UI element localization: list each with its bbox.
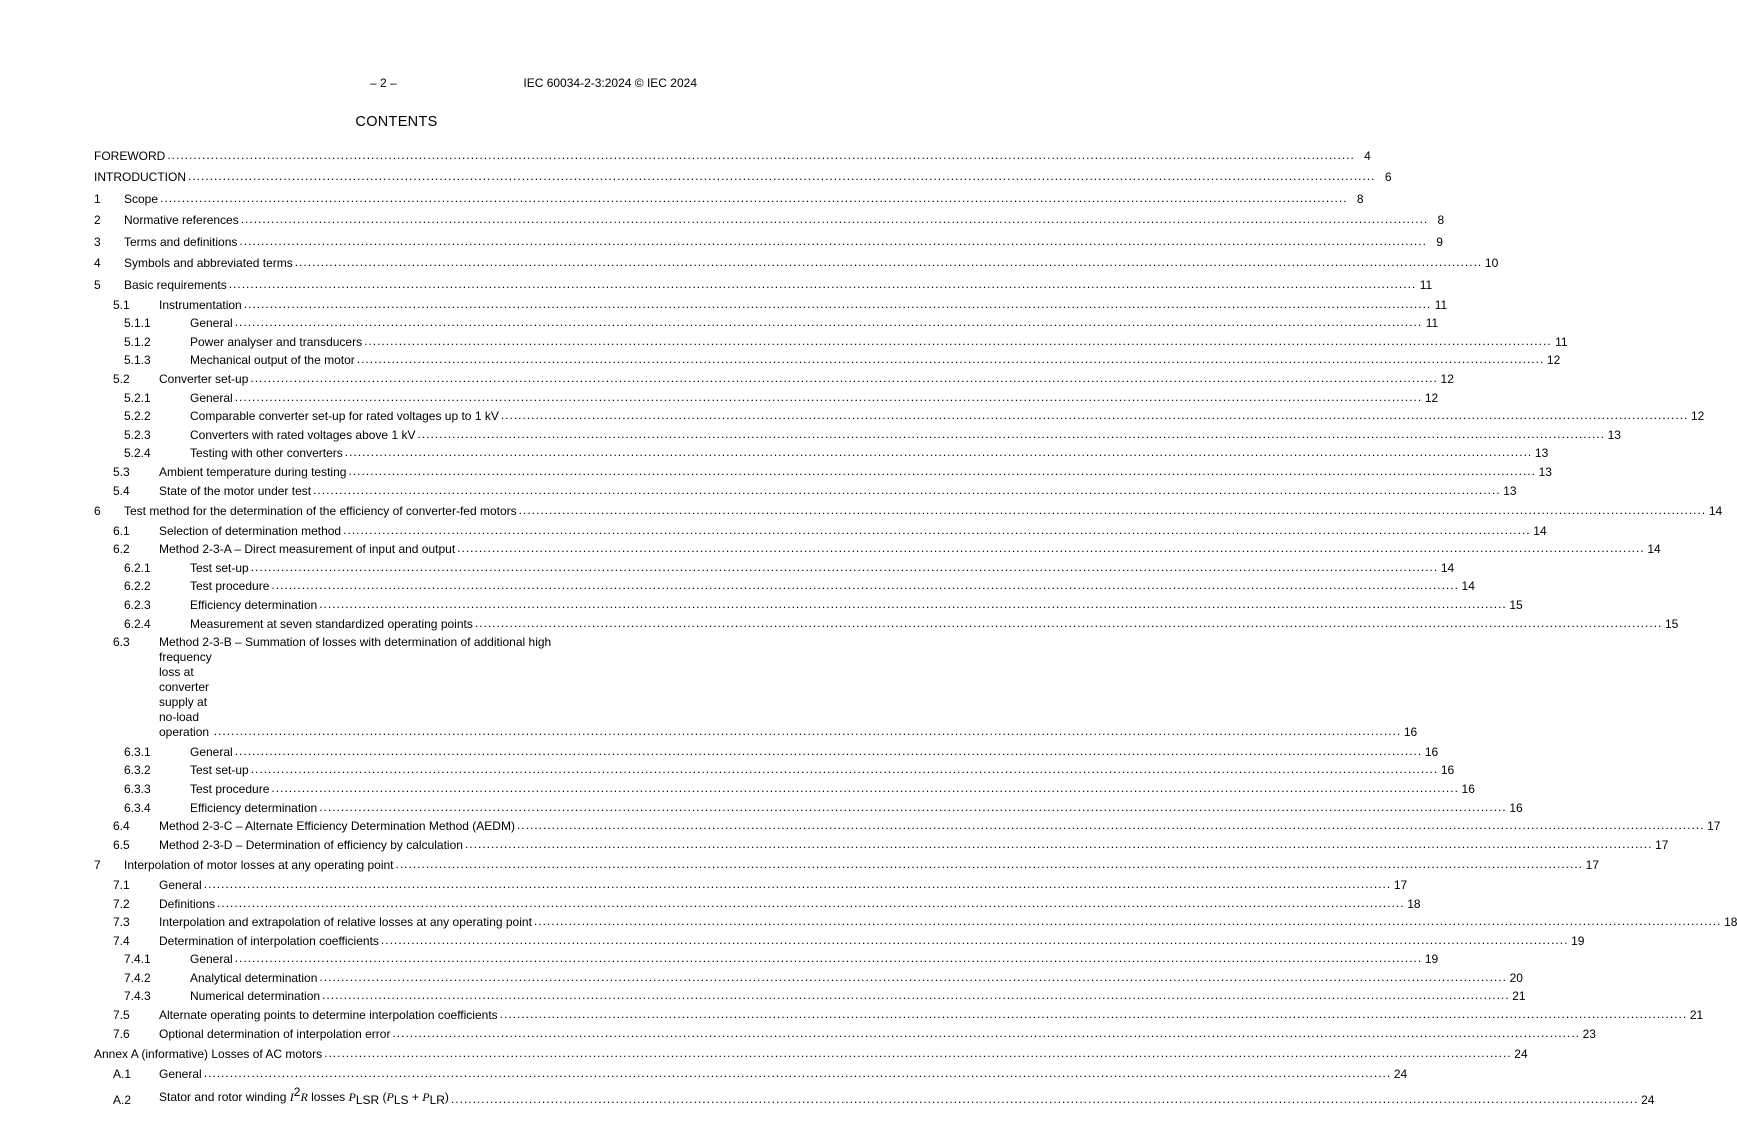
toc-page-number: 17 (1393, 877, 1408, 892)
toc-entry[interactable] (94, 761, 1455, 780)
toc-page-number: 6 (1384, 170, 1392, 185)
toc-entry-label: Annex A (informative) Losses of AC motors (94, 1046, 323, 1061)
toc-entry[interactable] (94, 1043, 1528, 1064)
toc-leader-dots (534, 914, 1722, 928)
toc-entry-number: 6.3 (113, 635, 130, 650)
toc-entry-number: 6.1 (113, 523, 130, 538)
toc-entry-number: 6.4 (113, 819, 130, 834)
toc-page-number: 14 (1708, 503, 1723, 518)
toc-page-number: 11 (1434, 297, 1448, 312)
toc-page-number: 12 (1691, 409, 1705, 424)
toc-page-number: 20 (1509, 970, 1523, 985)
toc-entry-label: Converter set-up (159, 372, 249, 387)
toc-page-number: 16 (1403, 725, 1418, 740)
toc-page-number: 11 (1419, 277, 1433, 292)
toc-entry-number: 6.2.3 (124, 598, 151, 613)
toc-entry-number: 6.2 (113, 542, 130, 557)
toc-entry-label: Interpolation and extrapolation of relative losses at any operating point (159, 915, 532, 930)
toc-entry-a-2[interactable] (94, 1083, 1655, 1110)
toc-entry-label: FOREWORD (94, 148, 166, 163)
toc-entry-number: 7.1 (113, 877, 130, 892)
toc-entry-number: 5.1.2 (124, 334, 151, 349)
table-of-contents (94, 145, 1737, 1110)
toc-entry-label: General (190, 744, 233, 759)
toc-page-number: 13 (1534, 446, 1549, 461)
toc-entry-number: 5.2.2 (124, 409, 151, 424)
toc-entry-label: State of the motor under test (159, 483, 312, 498)
symbol-i: I (289, 1090, 294, 1105)
toc-entry-number: 2 (94, 213, 101, 228)
toc-entry-label: Measurement at seven standardized operating points (190, 616, 473, 631)
toc-entry[interactable] (94, 209, 1445, 230)
symbol-p: P (386, 1090, 394, 1105)
toc-entry[interactable] (94, 836, 1669, 855)
toc-entry-line2 (159, 650, 1417, 740)
toc-leader-dots (457, 541, 1645, 555)
toc-entry-label: Scope (124, 191, 159, 206)
toc-leader-dots (244, 297, 1432, 311)
toc-page-number: 8 (1356, 191, 1364, 206)
toc-leader-dots (465, 837, 1653, 851)
toc-page-number: 14 (1440, 560, 1455, 575)
toc-entry-number: 6.5 (113, 837, 130, 852)
toc-page-number: 21 (1512, 989, 1526, 1004)
toc-page-number: 14 (1461, 579, 1475, 594)
toc-leader-dots (251, 762, 1439, 776)
toc-entry[interactable] (94, 969, 1523, 988)
toc-page-number: 17 (1585, 857, 1600, 872)
toc-page-number: 18 (1724, 915, 1737, 930)
toc-page-number: 12 (1546, 353, 1561, 368)
toc-page-number: 24 (1393, 1066, 1408, 1081)
toc-entry-label: Converters with rated voltages above 1 kV (190, 427, 416, 442)
contents-title: CONTENTS (355, 114, 438, 130)
toc-entry[interactable] (94, 407, 1705, 426)
label-text: Stator and rotor winding (159, 1090, 290, 1105)
document-identifier: IEC 60034-2-3:2024 © IEC 2024 (523, 76, 697, 90)
toc-leader-dots (250, 371, 1438, 385)
toc-leader-dots (324, 1046, 1512, 1060)
toc-page-number: 4 (1364, 148, 1371, 163)
toc-entry[interactable] (94, 876, 1408, 895)
toc-leader-dots (319, 800, 1507, 814)
toc-entry-number: 5.3 (113, 465, 130, 480)
toc-leader-dots (357, 352, 1545, 366)
toc-leader-dots (500, 1007, 1688, 1021)
toc-entry-label: Test procedure (190, 579, 270, 594)
symbol-p: P (348, 1090, 356, 1105)
toc-entry[interactable] (94, 559, 1455, 578)
toc-leader-dots (204, 1066, 1392, 1080)
toc-entry-number: 7.3 (113, 915, 130, 930)
toc-leader-dots (313, 483, 1501, 497)
toc-entry-label: Power analyser and transducers (190, 334, 363, 349)
toc-entry-6-3[interactable] (94, 633, 1418, 743)
toc-entry-label: Analytical determination (190, 970, 318, 985)
toc-entry-label: Terms and definitions (124, 234, 238, 249)
toc-entry-number: 3 (94, 234, 101, 249)
symbol-p: P (422, 1090, 430, 1105)
toc-entry-label: INTRODUCTION (94, 170, 186, 185)
toc-entry[interactable] (94, 614, 1679, 633)
toc-entry[interactable] (94, 252, 1499, 273)
toc-leader-dots (396, 857, 1584, 871)
toc-page-number: 24 (1641, 1093, 1655, 1108)
toc-entry[interactable] (94, 481, 1517, 500)
toc-page-number: 11 (1555, 334, 1568, 349)
toc-entry-label-line1: Method 2-3-B – Summation of losses with determination of additional high (159, 635, 552, 650)
toc-entry-number: 7.5 (113, 1008, 130, 1023)
toc-leader-dots (160, 191, 1348, 205)
toc-section-b (94, 743, 1737, 1083)
toc-page-number: 16 (1509, 800, 1523, 815)
toc-leader-dots (217, 896, 1405, 910)
toc-entry-label: Normative references (124, 213, 239, 228)
toc-entry[interactable] (94, 370, 1454, 389)
toc-leader-dots (239, 234, 1427, 248)
toc-entry[interactable] (94, 500, 1723, 521)
page-number: – 2 – (370, 76, 397, 90)
toc-leader-dots (229, 277, 1417, 291)
toc-entry-number: 5.4 (113, 483, 130, 498)
toc-leader-dots (319, 597, 1507, 611)
toc-entry-number: 5.1 (113, 297, 130, 312)
toc-entry-number: 6 (94, 503, 101, 518)
toc-entry[interactable] (94, 333, 1568, 352)
toc-entry[interactable] (94, 743, 1439, 762)
toc-entry[interactable] (94, 426, 1621, 445)
open-paren: ( (379, 1090, 387, 1105)
toc-entry-label (159, 1085, 449, 1107)
toc-entry-label: General (190, 316, 233, 331)
toc-entry[interactable] (94, 540, 1661, 559)
toc-leader-dots (204, 877, 1392, 891)
toc-entry[interactable] (94, 1064, 1408, 1083)
toc-entry-number: 5 (94, 277, 101, 292)
toc-page-number: 11 (1425, 316, 1439, 331)
toc-entry-label: Instrumentation (159, 297, 242, 312)
toc-leader-dots (501, 408, 1689, 422)
toc-page-number: 15 (1509, 598, 1523, 613)
toc-page-number: 19 (1571, 933, 1585, 948)
toc-entry[interactable] (94, 798, 1523, 817)
toc-leader-dots (519, 503, 1707, 517)
toc-entry-label: Symbols and abbreviated terms (124, 256, 293, 271)
toc-entry-label: Efficiency determination (190, 598, 318, 613)
toc-entry-label-line2: frequency loss at converter supply at no-load operation (159, 650, 212, 740)
toc-entry[interactable] (94, 351, 1561, 370)
toc-entry[interactable] (94, 931, 1585, 950)
toc-entry-number: 7 (94, 857, 101, 872)
toc-entry-number: 7.4.1 (124, 952, 151, 967)
toc-entry[interactable] (94, 231, 1443, 252)
toc-leader-dots (392, 1026, 1580, 1040)
toc-page-number: 14 (1647, 542, 1661, 557)
symbol-r: R (300, 1090, 308, 1105)
toc-entry-number: 6.2.2 (124, 579, 151, 594)
toc-leader-dots (348, 464, 1536, 478)
toc-entry-number: 7.4 (113, 933, 130, 948)
toc-entry-label: Basic requirements (124, 277, 227, 292)
toc-leader-dots (271, 578, 1459, 592)
toc-entry-label: Method 2-3-A – Direct measurement of input and output (159, 542, 456, 557)
toc-entry-label: Test procedure (190, 782, 270, 797)
toc-entry-number: 7.4.3 (124, 989, 151, 1004)
toc-leader-dots (235, 390, 1423, 404)
subscript-ls: LS (393, 1093, 409, 1108)
toc-entry-number: 5.2 (113, 372, 130, 387)
toc-entry-label: Testing with other converters (190, 446, 343, 461)
toc-entry[interactable] (94, 950, 1439, 969)
superscript-2: 2 (293, 1085, 301, 1100)
toc-entry-number: 5.2.3 (124, 427, 151, 442)
toc-entry-label: Test set-up (190, 560, 249, 575)
toc-entry-label: Interpolation of motor losses at any operating point (124, 857, 394, 872)
toc-entry-label: Test method for the determination of the efficiency of converter-fed motors (124, 503, 517, 518)
toc-entry-label: Optional determination of interpolation error (159, 1026, 391, 1041)
toc-entry[interactable] (94, 521, 1547, 540)
toc-entry-label: General (159, 877, 202, 892)
toc-leader-dots (451, 1092, 1639, 1106)
toc-entry-label: Efficiency determination (190, 800, 318, 815)
toc-entry[interactable] (94, 987, 1526, 1006)
toc-leader-dots (517, 818, 1705, 832)
toc-leader-dots (235, 315, 1423, 329)
toc-entry-number: 6.2.4 (124, 616, 151, 631)
toc-leader-dots (322, 988, 1510, 1002)
toc-entry-number: 6.3.2 (124, 763, 151, 778)
toc-entry[interactable] (94, 444, 1549, 463)
toc-leader-dots (214, 724, 1402, 739)
toc-entry-number: 5.1.3 (124, 353, 151, 368)
toc-entry[interactable] (94, 596, 1523, 615)
toc-page-number: 16 (1461, 782, 1475, 797)
toc-entry-number: A.2 (113, 1093, 132, 1108)
toc-entry-number: 1 (94, 191, 101, 206)
toc-leader-dots (364, 334, 1552, 348)
page-header (0, 76, 793, 92)
toc-entry[interactable] (94, 854, 1600, 875)
toc-entry-label: General (159, 1066, 202, 1081)
toc-entry[interactable] (94, 295, 1448, 314)
toc-page-number: 16 (1424, 744, 1439, 759)
toc-page-number: 12 (1424, 390, 1439, 405)
toc-entry-number: 5.2.4 (124, 446, 151, 461)
plus-sign: + (408, 1090, 423, 1105)
toc-entry-number: 4 (94, 256, 101, 271)
toc-leader-dots (271, 781, 1459, 795)
toc-entry-label: Definitions (159, 896, 216, 911)
toc-leader-dots (319, 970, 1507, 984)
toc-entry[interactable] (94, 780, 1475, 799)
toc-page-number: 24 (1514, 1046, 1528, 1061)
toc-entry[interactable] (94, 274, 1433, 295)
toc-entry-label: Method 2-3-C – Alternate Efficiency Determination Method (AEDM) (159, 819, 515, 834)
toc-page-number: 13 (1607, 427, 1621, 442)
toc-leader-dots (417, 427, 1605, 441)
toc-entry[interactable] (94, 894, 1421, 913)
toc-entry-label: Alternate operating points to determine interpolation coefficients (159, 1008, 498, 1023)
subscript-lsr: LSR (355, 1093, 380, 1108)
toc-leader-dots (235, 951, 1423, 965)
toc-page-number: 18 (1407, 896, 1421, 911)
subscript-lr: LR (429, 1093, 445, 1108)
toc-entry-label: Determination of interpolation coefficients (159, 933, 379, 948)
toc-leader-dots (167, 148, 1355, 162)
toc-section-a (94, 145, 1723, 633)
toc-page-number: 17 (1707, 819, 1721, 834)
toc-entry[interactable] (94, 1024, 1596, 1043)
toc-entry-number: 7.2 (113, 896, 130, 911)
toc-entry[interactable] (94, 463, 1552, 482)
toc-page-number: 14 (1533, 523, 1547, 538)
toc-entry-label: Selection of determination method (159, 523, 342, 538)
toc-page-number: 19 (1424, 952, 1439, 967)
toc-page-number: 12 (1440, 372, 1454, 387)
toc-page-number: 17 (1655, 837, 1669, 852)
toc-page-number: 9 (1436, 234, 1443, 249)
toc-entry[interactable] (94, 314, 1439, 333)
toc-entry-label: Test set-up (190, 763, 249, 778)
toc-leader-dots (381, 933, 1569, 947)
toc-entry-number: 6.3.4 (124, 800, 151, 815)
toc-entry-label: General (190, 952, 233, 967)
toc-leader-dots (475, 616, 1663, 630)
toc-entry-label: General (190, 390, 233, 405)
toc-entry[interactable] (94, 145, 1371, 166)
toc-entry[interactable] (94, 166, 1392, 187)
toc-entry-label: Mechanical output of the motor (190, 353, 355, 368)
toc-entry-body (159, 635, 1417, 740)
toc-entry[interactable] (94, 913, 1737, 932)
toc-leader-dots (343, 523, 1531, 537)
toc-entry-number: 6.2.1 (124, 560, 151, 575)
toc-entry-number: 6.3.3 (124, 782, 151, 797)
toc-entry[interactable] (94, 817, 1721, 836)
toc-page-number: 15 (1665, 616, 1679, 631)
toc-leader-dots (235, 744, 1423, 758)
toc-entry[interactable] (94, 1006, 1704, 1025)
toc-page-number: 10 (1484, 256, 1499, 271)
toc-leader-dots (188, 169, 1376, 183)
toc-page-number: 21 (1689, 1008, 1704, 1023)
toc-entry-label: Method 2-3-D – Determination of efficiency by calculation (159, 837, 463, 852)
toc-entry[interactable] (94, 188, 1364, 209)
label-text-mid: losses (307, 1090, 349, 1105)
toc-entry-number: 7.6 (113, 1026, 130, 1041)
toc-page-number: 16 (1440, 763, 1455, 778)
close-paren: ) (444, 1090, 449, 1105)
toc-entry-number: A.1 (113, 1066, 132, 1081)
toc-entry-number: 5.1.1 (124, 316, 151, 331)
toc-page-number: 13 (1538, 465, 1552, 480)
toc-entry[interactable] (94, 577, 1475, 596)
toc-page-number: 8 (1437, 213, 1445, 228)
toc-entry[interactable] (94, 388, 1439, 407)
toc-leader-dots (251, 560, 1439, 574)
toc-entry-number: 5.2.1 (124, 390, 151, 405)
toc-leader-dots (295, 255, 1483, 269)
toc-entry-label: Numerical determination (190, 989, 321, 1004)
toc-entry-number: 6.3.1 (124, 744, 151, 759)
toc-entry-label: Ambient temperature during testing (159, 465, 347, 480)
toc-entry-label: Comparable converter set-up for rated voltages up to 1 kV (190, 409, 499, 424)
toc-page-number: 13 (1503, 483, 1517, 498)
toc-entry-number: 7.4.2 (124, 970, 151, 985)
toc-leader-dots (345, 445, 1533, 459)
toc-leader-dots (241, 212, 1429, 226)
toc-page-number: 23 (1582, 1026, 1596, 1041)
